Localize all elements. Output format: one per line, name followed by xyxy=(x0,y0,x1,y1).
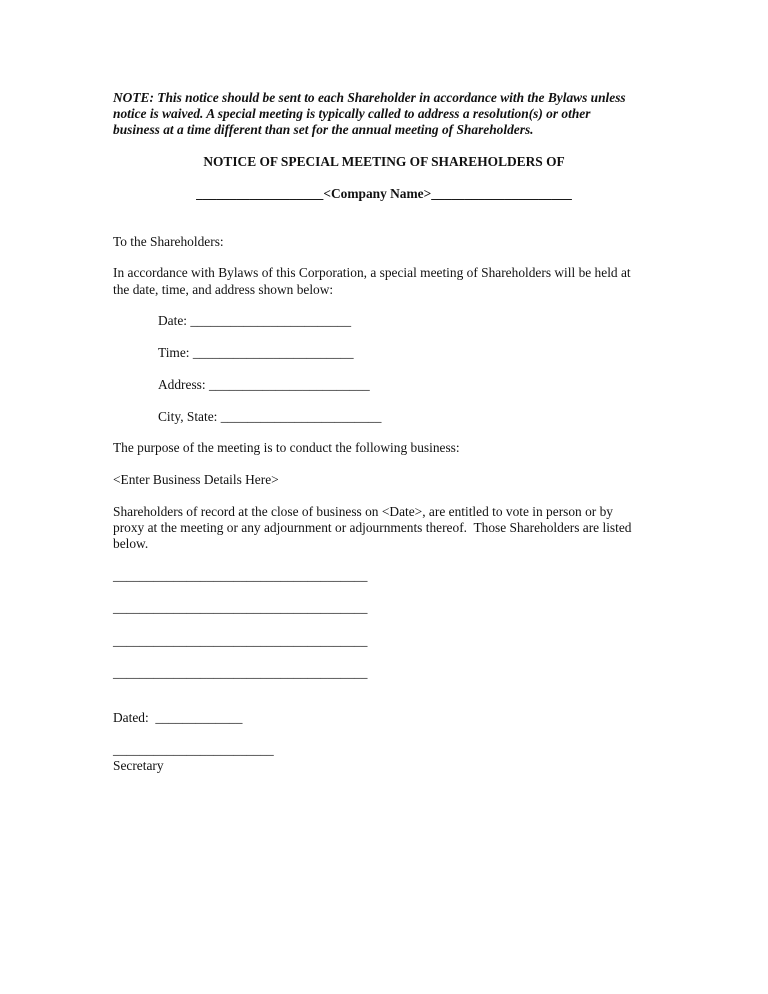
record-line-3: below. xyxy=(113,536,149,551)
salutation: To the Shareholders: xyxy=(113,234,224,249)
signature-title: Secretary xyxy=(113,758,164,773)
shareholder-line-4: ______________________________________ xyxy=(113,665,368,680)
record-line-2: proxy at the meeting or any adjournment or adjournments thereof. Those Shareholders are listed xyxy=(113,520,632,535)
shareholder-line-2: ______________________________________ xyxy=(113,600,368,615)
note-line-2: notice is waived. A special meeting is typically called to address a resolution(s) or other xyxy=(113,106,591,121)
shareholder-line-1: ______________________________________ xyxy=(113,568,368,583)
time-field: Time: ________________________ xyxy=(158,345,354,360)
intro-line-1: In accordance with Bylaws of this Corporation, a special meeting of Shareholders will be held at xyxy=(113,265,631,280)
business-placeholder: <Enter Business Details Here> xyxy=(113,472,279,487)
dated-field: Dated: _____________ xyxy=(113,710,243,725)
record-line-1: Shareholders of record at the close of business on <Date>, are entitled to vote in person or by xyxy=(113,504,613,519)
company-name-line: ___________________<Company Name>_____________________ xyxy=(196,186,572,201)
address-field: Address: ________________________ xyxy=(158,377,370,392)
date-field: Date: ________________________ xyxy=(158,313,352,328)
note-line-1: NOTE: This notice should be sent to each Shareholder in accordance with the Bylaws unless xyxy=(113,90,626,105)
shareholder-line-3: ______________________________________ xyxy=(113,633,368,648)
purpose-text: The purpose of the meeting is to conduct the following business: xyxy=(113,440,460,455)
intro-line-2: the date, time, and address shown below: xyxy=(113,282,334,297)
city-state-field: City, State: ________________________ xyxy=(158,409,382,424)
note-line-3: business at a time different than set for the annual meeting of Shareholders. xyxy=(113,122,534,137)
signature-line: ________________________ xyxy=(113,742,274,757)
document-title: NOTICE OF SPECIAL MEETING OF SHAREHOLDERS OF xyxy=(203,154,565,169)
